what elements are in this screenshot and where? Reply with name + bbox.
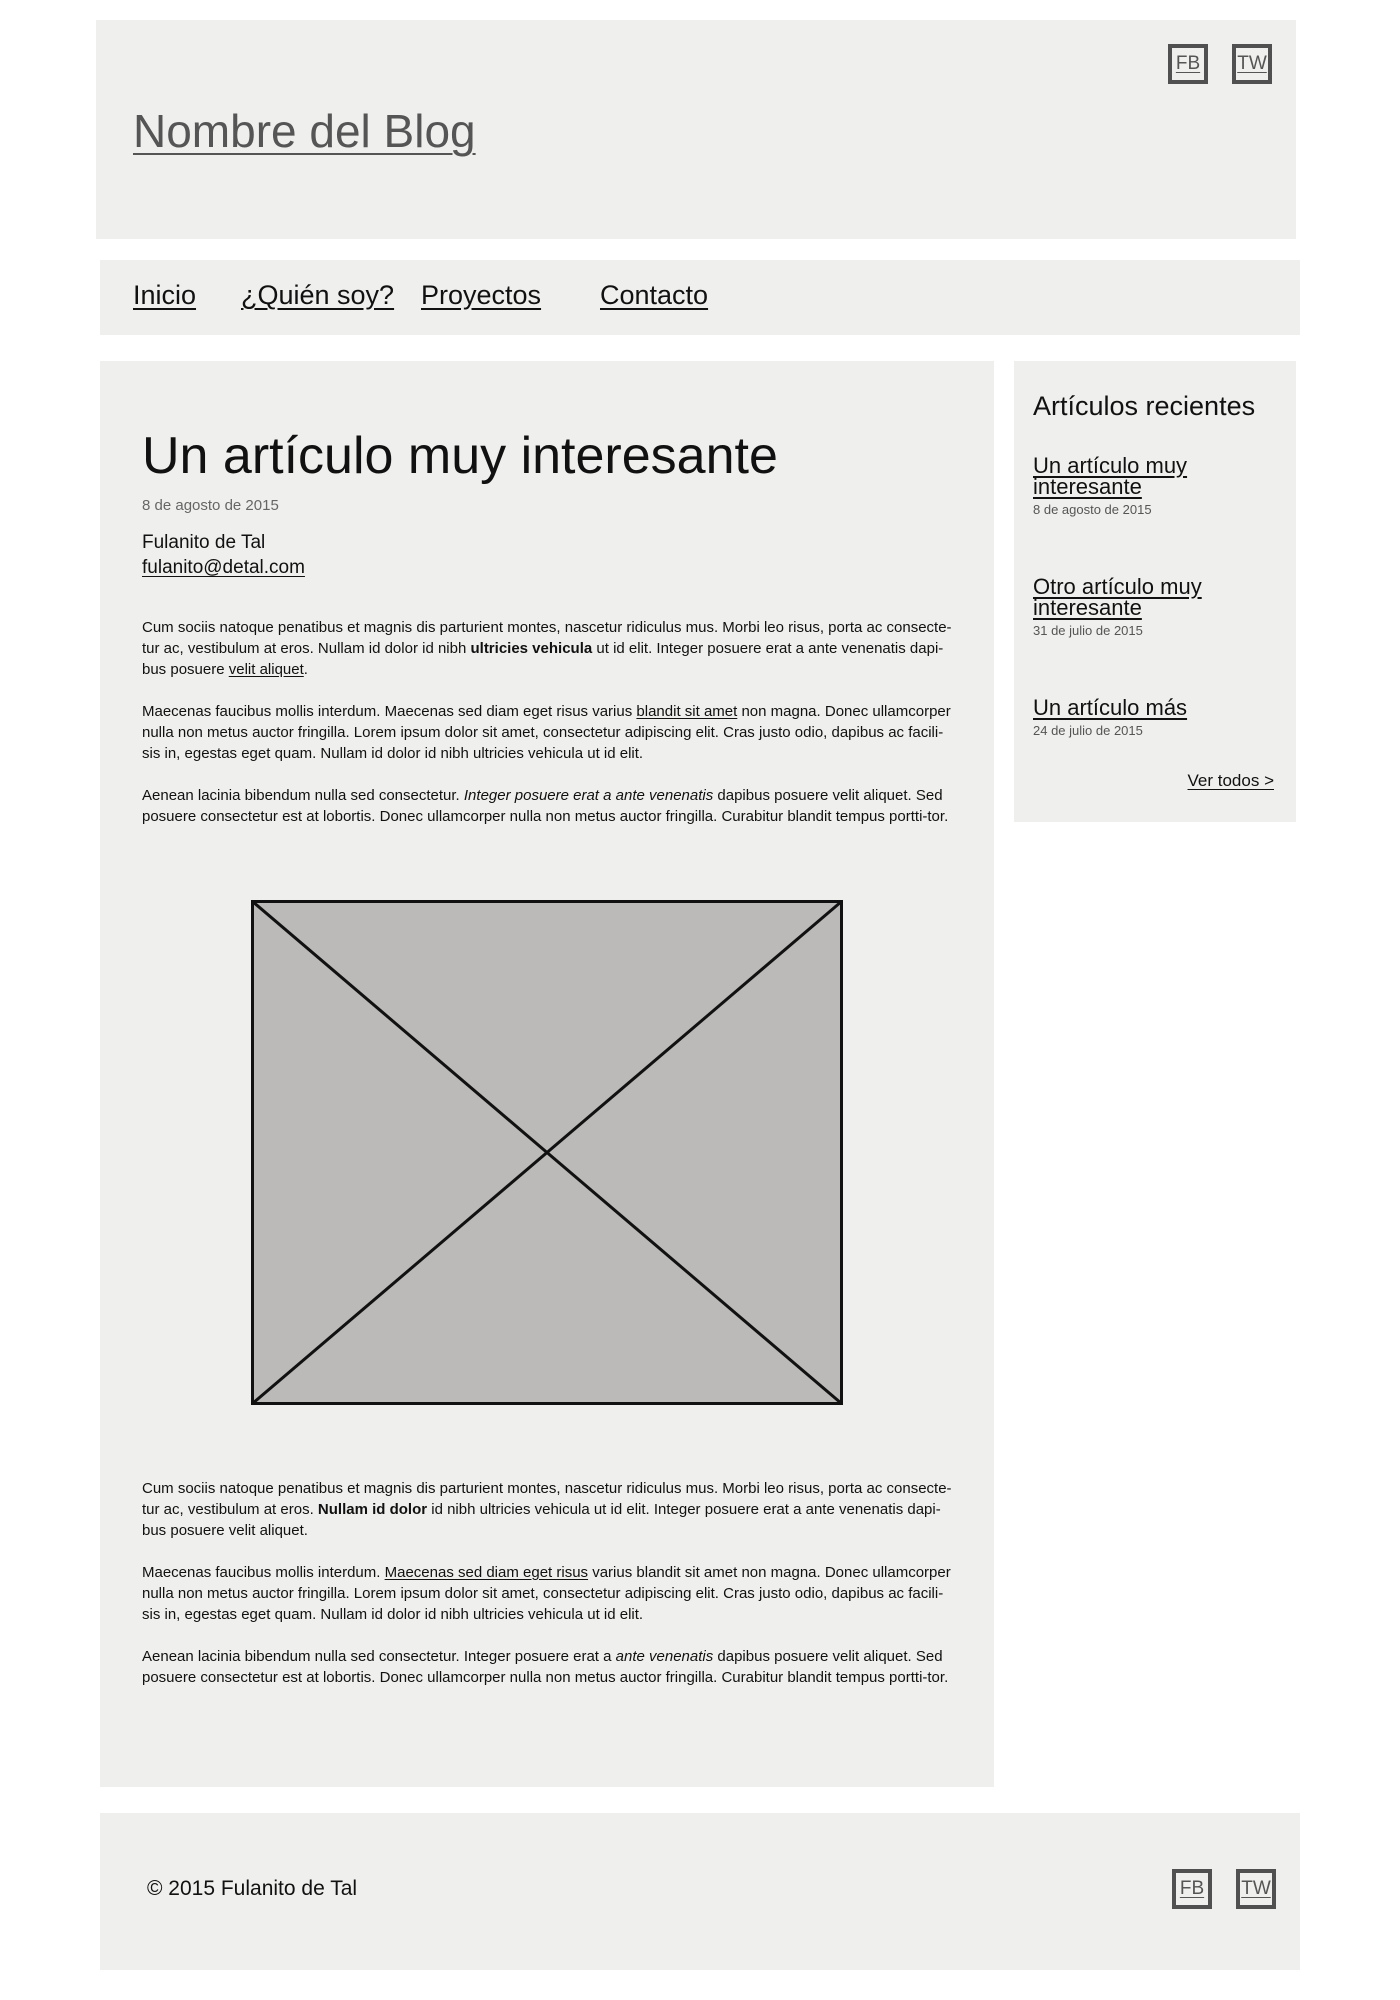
recent-article-item [1033,697,1283,738]
header-social-links [1168,44,1272,84]
article-paragraph-5: Maecenas faucibus mollis interdum. Maecenas sed diam eget risus varius blandit sit amet non magna. Donec ullamcorper nulla non metus auctor fringilla. Lorem ipsum dolor sit amet, consectetur adipiscing elit. Cras justo odio, dapibus ac facili-sis in, egestas eget quam. Nullam id dolor id nibh ultricies vehicula ut id elit. [142,1564,951,1623]
recent-article-link[interactable]: Otro artículo muy interesante [1033,574,1202,620]
article-panel [100,361,994,1787]
article-paragraph-3: Aenean lacinia bibendum nulla sed consectetur. Integer posuere erat a ante venenatis dapibus posuere velit aliquet. Sed posuere consectetur est at lobortis. Donec ullamcorper nulla non metus auctor fringilla. Curabitur blandit tempus portti-tor. [142,787,949,825]
recent-article-item [1033,576,1283,638]
recent-article-link[interactable]: Un artículo muy interesante [1033,453,1188,499]
article-paragraph-1: Cum sociis natoque penatibus et magnis dis parturient montes, nascetur ridiculus mus. Morbi leo risus, porta ac consecte-tur ac, vestibulum at eros. Nullam id dolor id nibh ultricies vehicula ut id elit. Integer posuere erat a ante venenatis dapi-bus posuere velit aliquet. [142,619,952,678]
view-all-link[interactable]: Ver todos > [1187,771,1274,790]
recent-article-date: 8 de agosto de 2015 [1033,502,1152,517]
author-email-link[interactable]: fulanito@detal.com [142,557,305,578]
main-navigation [100,260,1300,335]
bold-text: Nullam id dolor [317,1501,428,1518]
article-title: Un artículo muy interesante [142,427,778,485]
site-footer [100,1813,1300,1970]
recent-articles-sidebar [1014,361,1296,822]
recent-article-date: 24 de julio de 2015 [1033,723,1143,738]
bold-text: ultricies vehicula [470,640,593,657]
inline-link[interactable]: blandit sit amet [636,703,738,720]
facebook-link[interactable]: FB [1172,1869,1212,1909]
author-name: Fulanito de Tal [142,532,266,553]
article-paragraph-6: Aenean lacinia bibendum nulla sed consectetur. Integer posuere erat a ante venenatis dapibus posuere velit aliquet. Sed posuere consectetur est at lobortis. Donec ullamcorper nulla non metus auctor fringilla. Curabitur blandit tempus portti-tor. [142,1648,949,1686]
article-paragraph-2: Maecenas faucibus mollis interdum. Maecenas sed diam eget risus varius blandit sit amet non magna. Donec ullamcorper nulla non metus auctor fringilla. Lorem ipsum dolor sit amet, consectetur adipiscing elit. Cras justo odio, dapibus ac facili-sis in, egestas eget quam. Nullam id dolor id nibh ultricies vehicula ut id elit. [142,703,951,762]
recent-article-date: 31 de julio de 2015 [1033,623,1143,638]
footer-social-links [1172,1869,1276,1909]
inline-link[interactable]: velit aliquet [228,661,304,678]
recent-article-item [1033,455,1283,517]
sidebar-title: Artículos recientes [1033,391,1256,421]
inline-link[interactable]: Maecenas sed diam eget risus [384,1564,589,1581]
article-paragraph-4: Cum sociis natoque penatibus et magnis dis parturient montes, nascetur ridiculus mus. Morbi leo risus, porta ac consecte-tur ac, vestibulum at eros. Nullam id dolor id nibh ultricies vehicula ut id elit. Integer posuere erat a ante venenatis dapi-bus posuere velit aliquet. [142,1480,952,1539]
nav-item-contacto[interactable]: Contacto [600,280,709,310]
recent-article-link[interactable]: Un artículo más [1033,695,1188,720]
italic-text: Integer posuere erat a ante venenatis [463,787,714,804]
twitter-link[interactable]: TW [1232,44,1272,84]
twitter-link[interactable]: TW [1236,1869,1276,1909]
nav-item-inicio[interactable]: Inicio [133,280,197,310]
facebook-link[interactable]: FB [1168,44,1208,84]
site-header [96,20,1296,239]
nav-item-proyectos[interactable]: Proyectos [421,280,542,310]
copyright-text: © 2015 Fulanito de Tal [147,1877,358,1900]
image-placeholder-icon [251,900,843,1405]
nav-item-quien-soy[interactable]: ¿Quién soy? [241,280,395,310]
article-date: 8 de agosto de 2015 [142,497,279,514]
blog-title-link[interactable]: Nombre del Blog [133,105,476,157]
italic-text: ante venenatis [615,1648,714,1665]
